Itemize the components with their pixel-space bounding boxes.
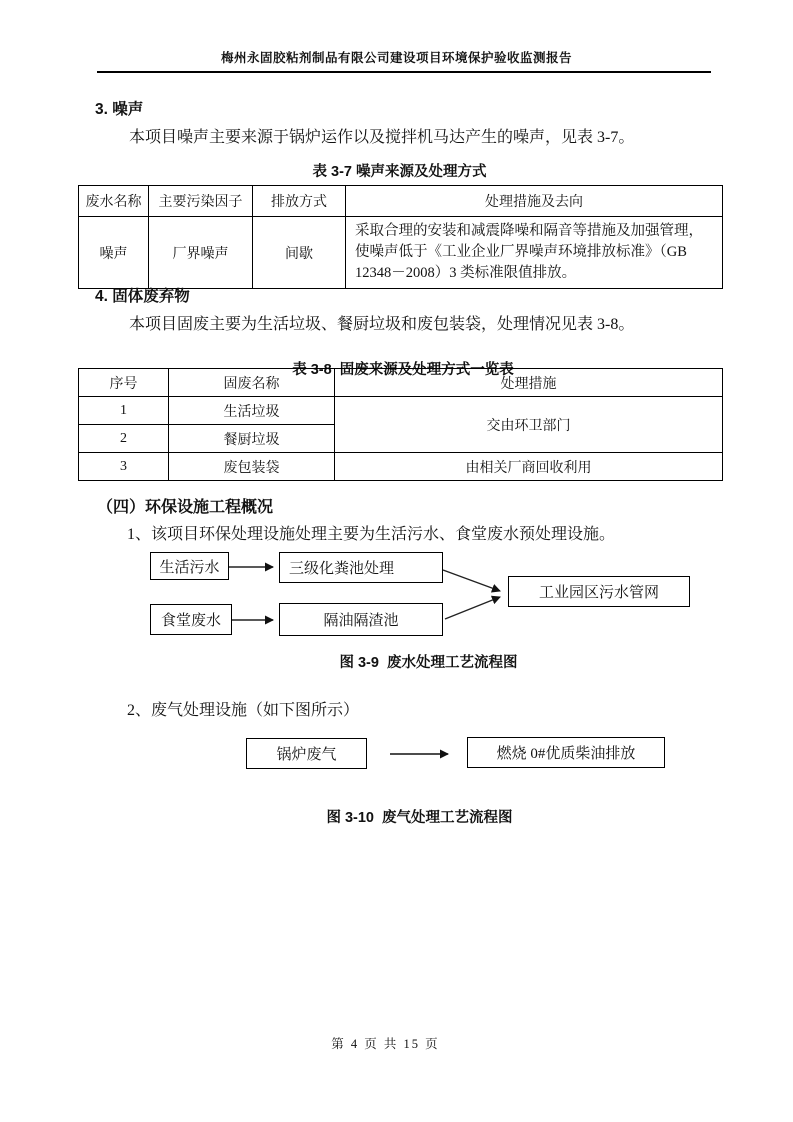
col-header: 废水名称 [79,186,149,217]
flow-box-grease-trap: 隔油隔渣池 [279,603,443,636]
flow-box-canteen-wastewater: 食堂废水 [150,604,232,635]
col-header: 处理措施 [335,369,723,397]
flow-box-domestic-sewage: 生活污水 [150,552,229,580]
flow-box-boiler-exhaust: 锅炉废气 [246,738,367,769]
paragraph-solid-waste: 本项目固废主要为生活垃圾、餐厨垃圾和废包装袋，处理情况见表 3-8。 [129,316,635,333]
flow-box-septic-tank: 三级化粪池处理 [279,552,443,583]
cell-noise-factor: 厂界噪声 [149,217,253,289]
cell-no: 3 [79,453,169,481]
flow-box-sewage-network: 工业园区污水管网 [508,576,690,607]
cell-waste-name: 餐厨垃圾 [169,425,335,453]
table37-caption: 表 3-7 噪声来源及处理方式 [312,164,487,180]
table-header-row [79,369,723,397]
flow-box-diesel-emission: 燃烧 0#优质柴油排放 [467,737,665,768]
heading-noise: 3. 噪声 [95,101,144,118]
cell-waste-name: 废包装袋 [169,453,335,481]
cell-noise-name: 噪声 [79,217,149,289]
page-header-title: 梅州永固胶粘剂制品有限公司建设项目环境保护验收监测报告 [220,51,572,65]
fig310-caption: 图 3-10 废气处理工艺流程图 [326,810,513,826]
col-header: 排放方式 [253,186,346,217]
table-noise-sources [78,185,723,289]
table-row [79,453,723,481]
paragraph-noise: 本项目噪声主要来源于锅炉运作以及搅拌机马达产生的噪声，见表 3-7。 [129,129,635,146]
heading-env-facilities: （四）环保设施工程概况 [97,499,274,516]
col-header: 处理措施及去向 [346,186,723,217]
cell-waste-name: 生活垃圾 [169,397,335,425]
cell-no: 2 [79,425,169,453]
heading-solid-waste: 4. 固体废弃物 [95,288,190,305]
table-header-row [79,186,723,217]
cell-noise-measure: 采取合理的安装和减震降噪和隔音等措施及加强管理，使噪声低于《工业企业厂界噪声环境排放标准》（GB 12348－2008）3 类标准限值排放。 [346,217,723,289]
table-row [79,217,723,289]
col-header: 主要污染因子 [149,186,253,217]
table38-caption: 表 3-8 固废来源及处理方式一览表 [292,362,514,378]
table-solid-waste [78,368,723,481]
list-item-1: 1、该项目环保处理设施处理主要为生活污水、食堂废水预处理设施。 [127,526,616,543]
cell-measure-merged: 交由环卫部门 [335,397,723,453]
page-number: 第 4 页 共 15 页 [331,1037,440,1051]
col-header: 序号 [79,369,169,397]
fig39-caption: 图 3-9 废水处理工艺流程图 [339,655,518,671]
table-row [79,397,723,425]
cell-noise-mode: 间歇 [253,217,346,289]
col-header: 固废名称 [169,369,335,397]
arrow-grease-to-network [445,597,500,619]
arrow-septic-to-network [443,570,500,591]
header-rule [97,71,711,73]
list-item-2: 2、废气处理设施（如下图所示） [127,702,360,719]
cell-measure: 由相关厂商回收利用 [335,453,723,481]
cell-no: 1 [79,397,169,425]
